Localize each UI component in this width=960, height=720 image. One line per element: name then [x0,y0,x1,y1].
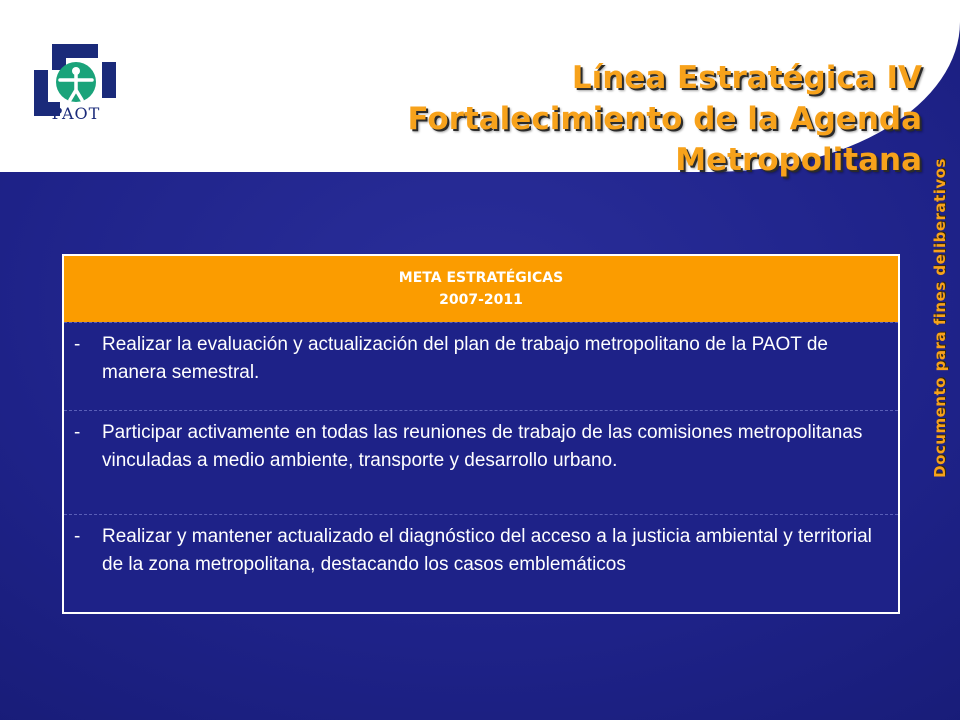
row-bullet: - [74,334,81,355]
title-line-2: Fortalecimiento de la Agenda [407,101,922,137]
page-title [282,58,922,181]
table-row [64,514,898,612]
title-line-1: Línea Estratégica IV [571,60,922,96]
row-text: Realizar la evaluación y actualización del plan de trabajo metropolitano de la PAOT de manera semestral. [102,334,828,383]
vertical-disclaimer: Documento para fines deliberativos [931,158,949,478]
table-header-period: 2007-2011 [439,292,523,308]
row-text: Participar activamente en todas las reuniones de trabajo de las comisiones metropolitanas vinculadas a medio ambiente, transporte y desarrollo urbano. [102,422,863,471]
table-row [64,410,898,514]
title-line-3: Metropolitana [675,142,922,178]
row-text: Realizar y mantener actualizado el diagnóstico del acceso a la justicia ambiental y territorial de la zona metropolitana, destacando los casos emblemáticos [102,526,872,575]
table-header [64,256,898,322]
logo-wordmark: PAOT [51,104,101,123]
row-bullet: - [74,526,81,547]
row-bullet: - [74,422,81,443]
table-row [64,322,898,410]
table-header-title: META ESTRATÉGICAS [398,270,564,286]
goals-table [62,254,900,614]
